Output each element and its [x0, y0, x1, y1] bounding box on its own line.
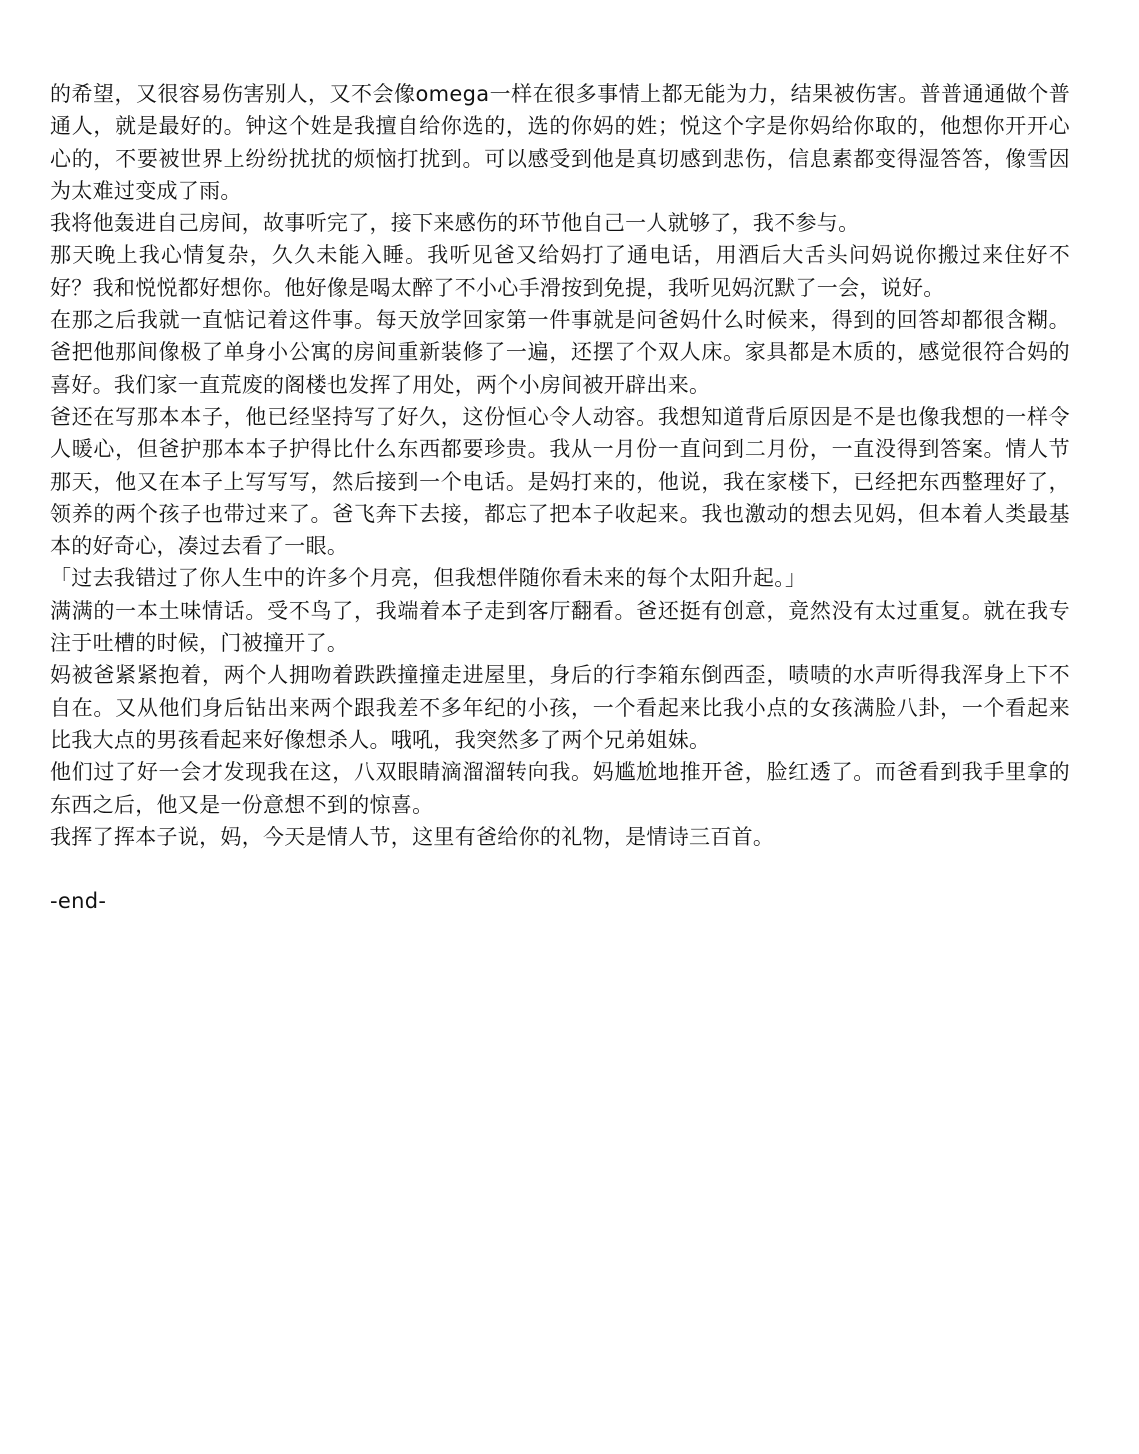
paragraph-9: 他们过了好一会才发现我在这，八双眼睛滴溜溜转向我。妈尴尬地推开爸，脸红透了。而爸看到我手里拿的东西之后，他又是一份意想不到的惊喜。 — [50, 760, 1070, 817]
paragraph-1: 的希望，又很容易伤害别人，又不会像omega一样在很多事情上都无能为力，结果被伤害。普普通通做个普通人，就是最好的。钟这个姓是我擅自给你选的，选的你妈的姓；悦这个字是你妈给你取的，他想你开开心心的，不要被世界上纷纷扰扰的烦恼打扰到。可以感受到他是真切感到悲伤，信息素都变得湿答答，像雪因为太难过变成了雨。 — [50, 82, 1070, 203]
end-marker: -end- — [50, 889, 107, 914]
paragraph-3: 那天晚上我心情复杂，久久未能入睡。我听见爸又给妈打了通电话，用酒后大舌头问妈说你搬过来住好不好？我和悦悦都好想你。他好像是喝太醉了不小心手滑按到免提，我听见妈沉默了一会，说好。 — [50, 243, 1070, 300]
paragraph-4: 在那之后我就一直惦记着这件事。每天放学回家第一件事就是问爸妈什么时候来，得到的回答却都很含糊。爸把他那间像极了单身小公寓的房间重新装修了一遍，还摆了个双人床。家具都是木质的，感觉很符合妈的喜好。我们家一直荒废的阁楼也发挥了用处，两个小房间被开辟出来。 — [50, 308, 1070, 397]
paragraph-2: 我将他轰进自己房间，故事听完了，接下来感伤的环节他自己一人就够了，我不参与。 — [50, 211, 860, 236]
paragraph-5: 爸还在写那本本子，他已经坚持写了好久，这份恒心令人动容。我想知道背后原因是不是也像我想的一样令人暖心，但爸护那本本子护得比什么东西都要珍贵。我从一月份一直问到二月份，一直没得到答案。情人节那天，他又在本子上写写写，然后接到一个电话。是妈打来的，他说，我在家楼下，已经把东西整理好了，领养的两个孩子也带过来了。爸飞奔下去接，都忘了把本子收起来。我也激动的想去见妈，但本着人类最基本的好奇心，凑过去看了一眼。 — [50, 404, 1070, 559]
blank-line — [50, 853, 1070, 885]
paragraph-6-quote: 「过去我错过了你人生中的许多个月亮，但我想伴随你看未来的每个太阳升起。」 — [50, 566, 807, 591]
paragraph-8: 妈被爸紧紧抱着，两个人拥吻着跌跌撞撞走进屋里，身后的行李箱东倒西歪，啧啧的水声听得我浑身上下不自在。又从他们身后钻出来两个跟我差不多年纪的小孩，一个看起来比我小点的女孩满脸八卦，一个看起来比我大点的男孩看起来好像想杀人。哦吼，我突然多了两个兄弟姐妹。 — [50, 663, 1070, 752]
paragraph-7: 满满的一本土味情话。受不鸟了，我端着本子走到客厅翻看。爸还挺有创意，竟然没有太过重复。就在我专注于吐槽的时候，门被撞开了。 — [50, 598, 1070, 656]
document-body — [50, 78, 1070, 918]
paragraph-10: 我挥了挥本子说，妈，今天是情人节，这里有爸给你的礼物，是情诗三百首。 — [50, 824, 775, 849]
